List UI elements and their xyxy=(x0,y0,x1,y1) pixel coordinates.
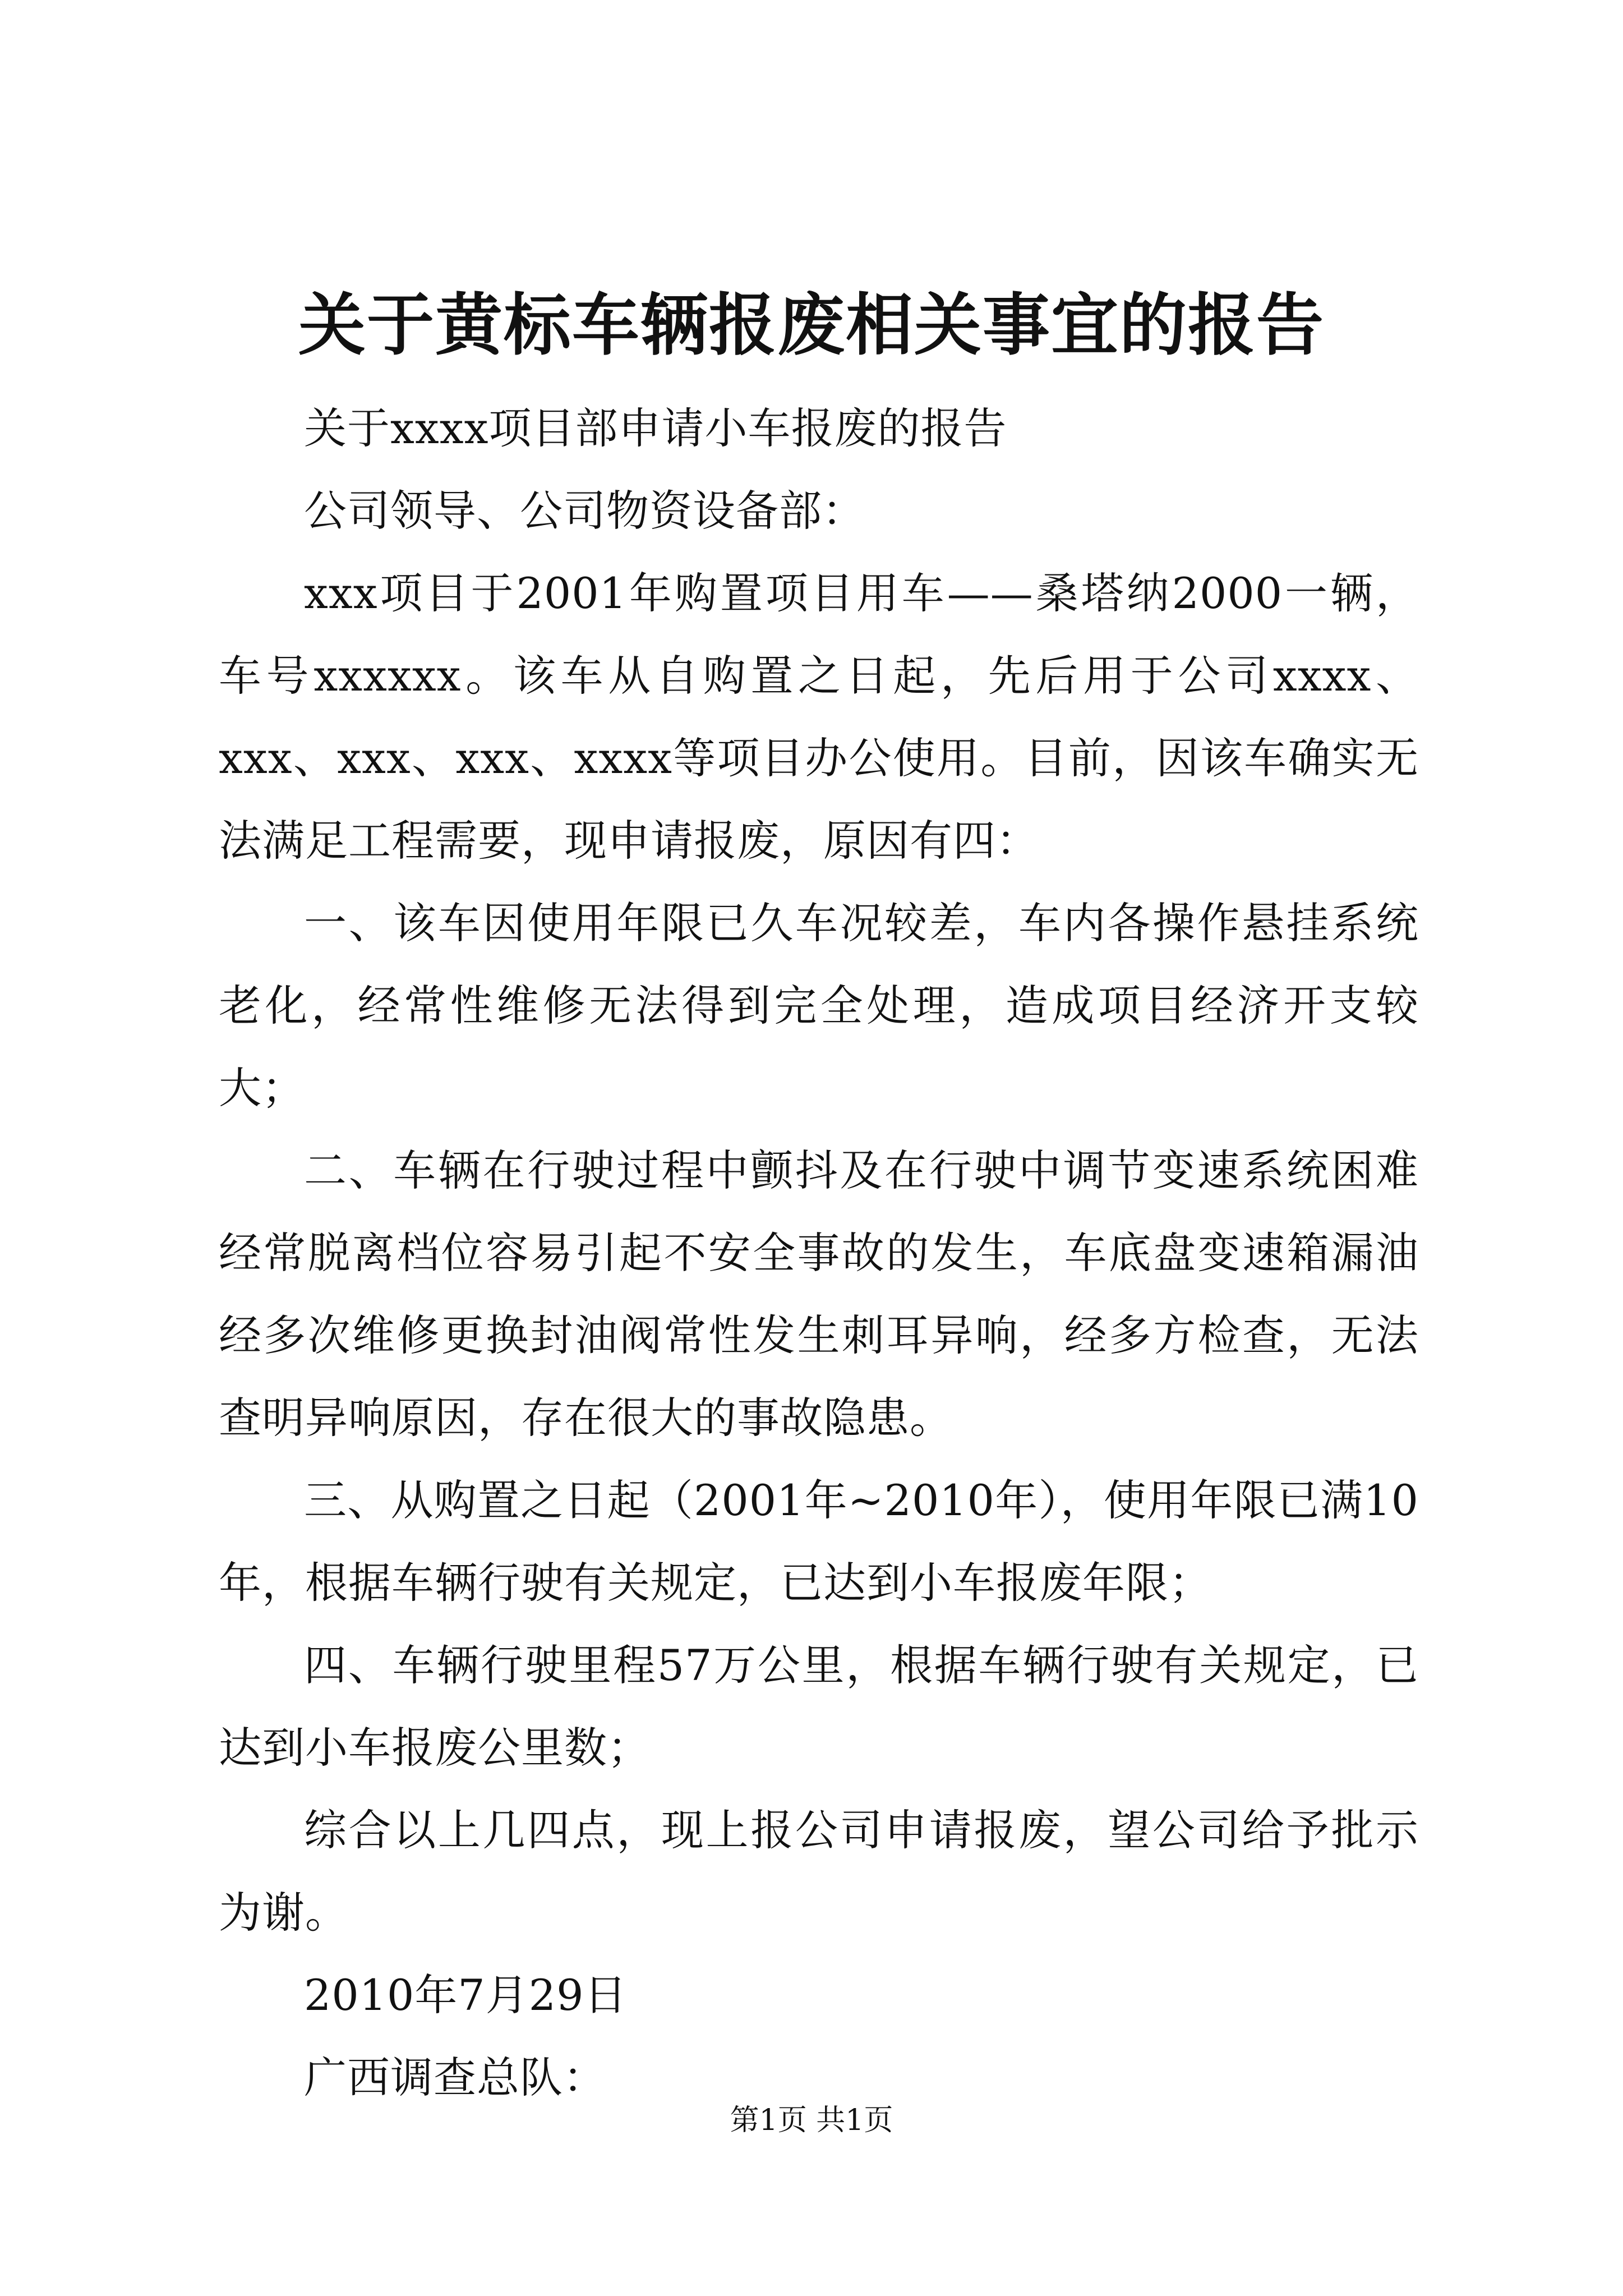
paragraph-reason-2: 二、车辆在行驶过程中颤抖及在行驶中调节变速系统困难经常脱离档位容易引起不安全事故的发生，车底盘变速箱漏油经多次维修更换封油阀常性发生刺耳异响，经多方检查，无法查明异响原因，存在很大的事故隐患。 xyxy=(219,1145,1419,1443)
paragraph-signature: 广西调查总队： xyxy=(304,2053,606,2102)
paragraph-intro: xxx项目于2001年购置项目用车——桑塔纳2000一辆，车号xxxxxx。该车从自购置之日起，先后用于公司xxxx、xxx、xxx、xxx、xxxx等项目办公使用。目前，因该车确实无法满足工程需要，现申请报废，原因有四： xyxy=(219,568,1419,866)
paragraph-reason-1: 一、该车因使用年限已久车况较差，车内各操作悬挂系统老化，经常性维修无法得到完全处理，造成项目经济开支较大； xyxy=(219,898,1419,1113)
page-footer: 第1页 共1页 xyxy=(730,2104,893,2137)
paragraph-reason-4: 四、车辆行驶里程57万公里，根据车辆行驶有关规定，已达到小车报废公里数； xyxy=(219,1640,1419,1773)
paragraph-salutation: 公司领导、公司物资设备部： xyxy=(304,486,865,536)
paragraph-date: 2010年7月29日 xyxy=(304,1970,628,2020)
document-title: 关于黄标车辆报废相关事宜的报告 xyxy=(298,286,1325,365)
paragraph-reason-3: 三、从购置之日起（2001年~2010年），使用年限已满10年，根据车辆行驶有关规定，已达到小车报废年限； xyxy=(219,1475,1419,1608)
paragraph-conclusion: 综合以上几四点，现上报公司申请报废，望公司给予批示为谢。 xyxy=(219,1805,1419,1938)
document-body xyxy=(219,387,1419,2119)
paragraph-subject: 关于xxxx项目部申请小车报废的报告 xyxy=(304,403,1007,453)
